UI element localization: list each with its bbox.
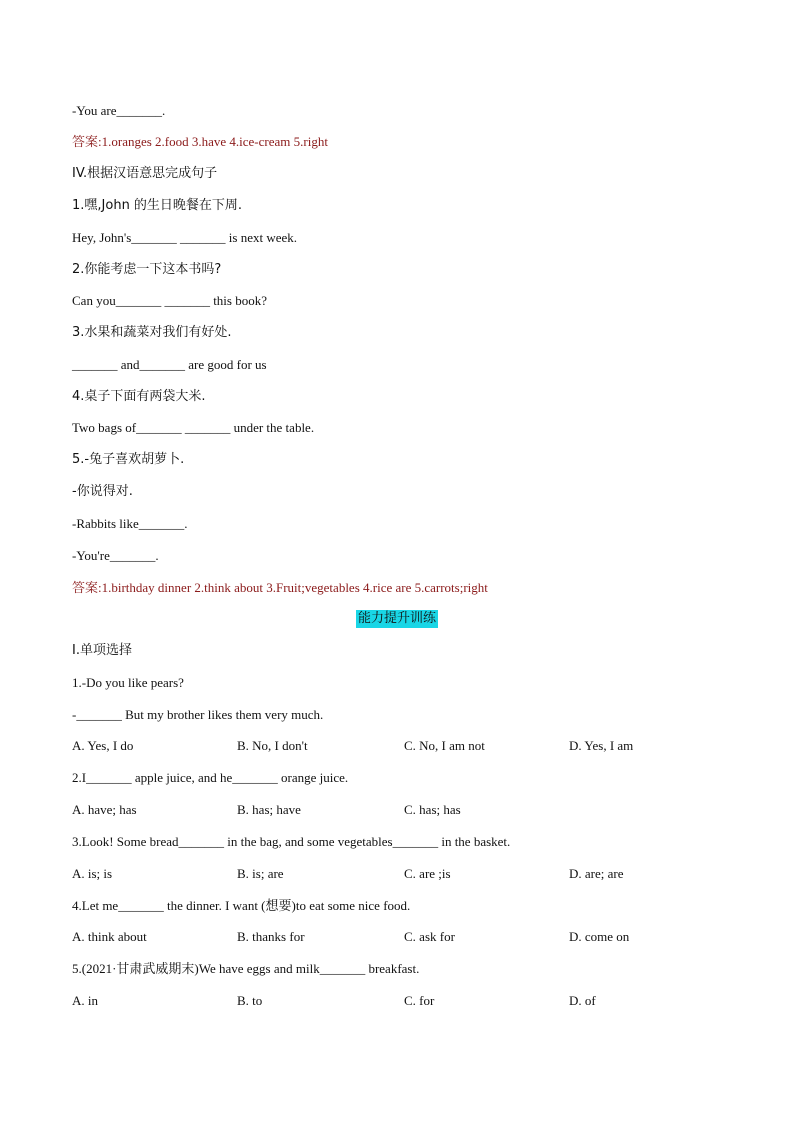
q1-option-a: A. Yes, I do — [72, 738, 134, 753]
q1-option-c: C. No, I am not — [404, 738, 485, 753]
q2-option-c: C. has; has — [404, 802, 461, 817]
q4-option-b: B. thanks for — [237, 929, 305, 944]
s4-q1-english: Hey, John's_______ _______ is next week. — [72, 230, 298, 245]
q4-option-d: D. come on — [569, 929, 630, 944]
s4-q5-english-b: -You're_______. — [72, 548, 159, 563]
q5-option-a: A. in — [72, 993, 98, 1008]
q3-option-a: A. is; is — [72, 866, 113, 881]
q2-option-a: A. have; has — [72, 802, 137, 817]
q3-option-c: C. are ;is — [404, 866, 451, 881]
answer-section-4: 答案:1.birthday dinner 2.think about 3.Fruit;vegetables 4.rice are 5.carrots;right — [72, 580, 488, 595]
s4-q3-chinese: 3.水果和蔬菜对我们有好处. — [72, 325, 232, 340]
q4-stem: 4.Let me_______ the dinner. I want (想要)to eat some nice food. — [72, 898, 411, 913]
q3-option-d: D. are; are — [569, 866, 624, 881]
section-title-ability: 能力提升训练 — [358, 611, 437, 626]
q1-option-b: B. No, I don't — [237, 738, 308, 753]
s4-q2-chinese: 2.你能考虑一下这本书吗? — [72, 262, 222, 277]
s4-q4-english: Two bags of_______ _______ under the table. — [72, 420, 315, 435]
s4-q3-english: _______ and_______ are good for us — [72, 357, 267, 372]
q5-option-c: C. for — [404, 993, 435, 1008]
q5-option-b: B. to — [237, 993, 263, 1008]
answer-section-3: 答案:1.oranges 2.food 3.have 4.ice-cream 5.right — [72, 134, 328, 149]
s4-q5-english-a: -Rabbits like_______. — [72, 516, 188, 531]
q5-stem: 5.(2021·甘肃武威期末)We have eggs and milk_______ breakfast. — [72, 961, 420, 976]
q1-stem-2: -_______ But my brother likes them very much. — [72, 707, 324, 722]
ability-section-1-heading: I.单项选择 — [72, 643, 132, 658]
s4-q5-chinese-b: -你说得对. — [72, 484, 133, 499]
q4-option-a: A. think about — [72, 929, 147, 944]
section-4-heading: IV.根据汉语意思完成句子 — [72, 166, 218, 181]
s4-q1-chinese: 1.嘿,John 的生日晚餐在下周. — [72, 198, 243, 213]
s4-q2-english: Can you_______ _______ this book? — [72, 293, 267, 308]
q5-option-d: D. of — [569, 993, 596, 1008]
s4-q5-chinese-a: 5.-兔子喜欢胡萝卜. — [72, 452, 185, 467]
q2-stem: 2.I_______ apple juice, and he_______ orange juice. — [72, 770, 349, 785]
q3-stem: 3.Look! Some bread_______ in the bag, and some vegetables_______ in the basket. — [72, 834, 511, 849]
prev-q5-you-are: -You are_______. — [72, 103, 166, 118]
q1-stem: 1.-Do you like pears? — [72, 675, 184, 690]
q4-option-c: C. ask for — [404, 929, 455, 944]
q1-option-d: D. Yes, I am — [569, 738, 634, 753]
s4-q4-chinese: 4.桌子下面有两袋大米. — [72, 389, 206, 404]
q3-option-b: B. is; are — [237, 866, 284, 881]
q2-option-b: B. has; have — [237, 802, 301, 817]
